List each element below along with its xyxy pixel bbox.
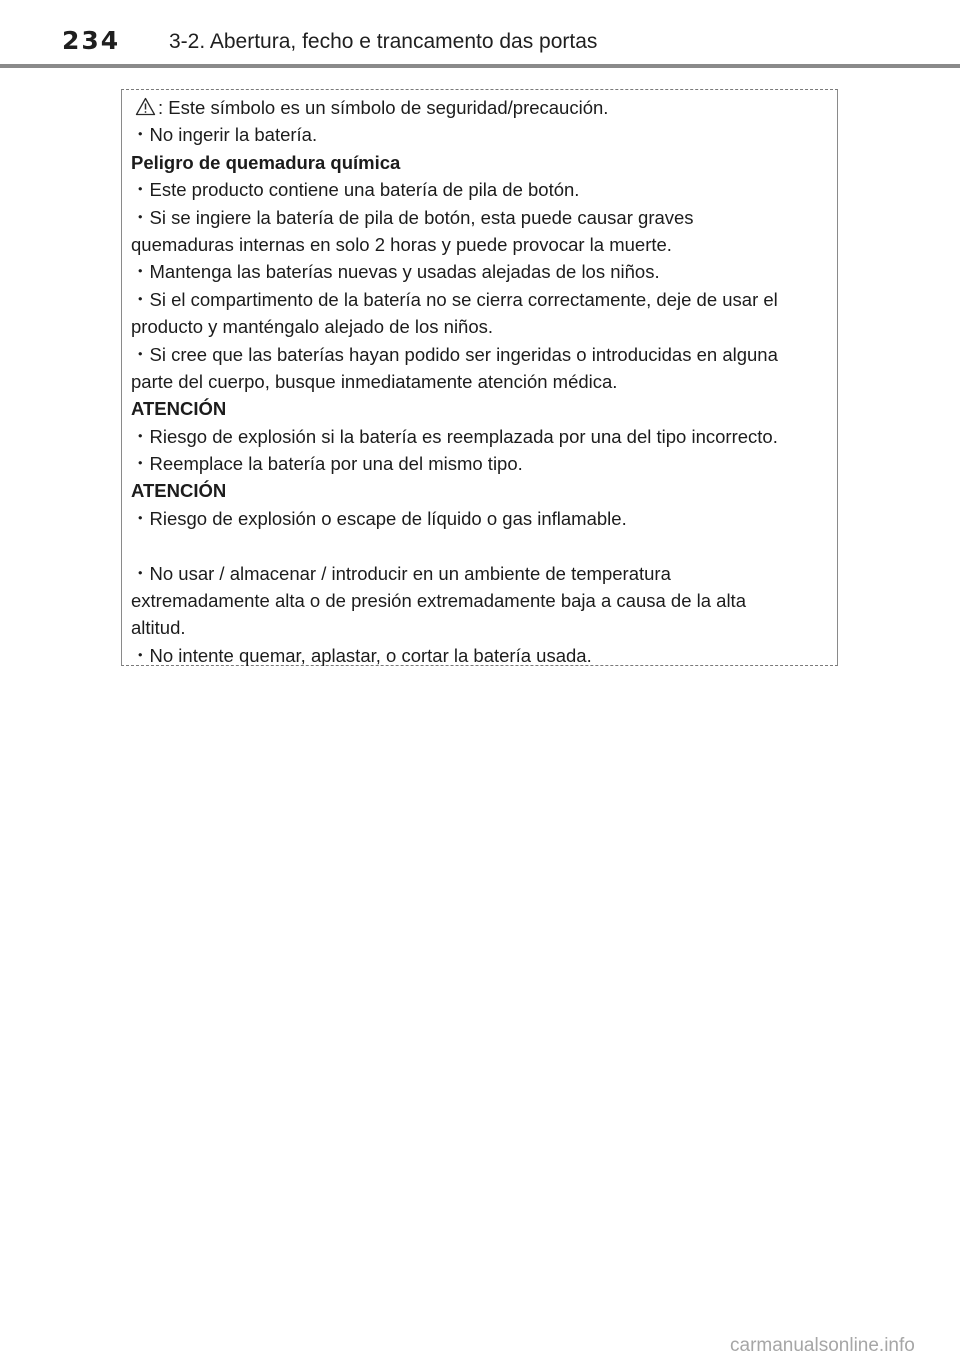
warning-line-text: : Este símbolo es un símbolo de seguridad/precaución. [158, 97, 609, 118]
warning-line-text: Peligro de quemadura química [131, 151, 401, 173]
warning-line-text: quemaduras internas en solo 2 horas y puede provocar la muerte. [131, 233, 672, 255]
header-divider [0, 64, 960, 68]
warning-line [131, 450, 831, 477]
warning-line [131, 121, 831, 148]
watermark: carmanualsonline.info [730, 1335, 915, 1356]
warning-line-text: altitud. [131, 617, 186, 639]
warning-line [131, 176, 831, 203]
warning-triangle-icon [135, 97, 156, 116]
warning-line [131, 258, 831, 285]
warning-line [131, 313, 831, 340]
warning-text-block [131, 94, 831, 669]
warning-line-text: ・Mantenga las baterías nuevas y usadas alejadas de los niños. [131, 261, 660, 283]
warning-line-text: ATENCIÓN [131, 398, 227, 420]
warning-line [131, 231, 831, 258]
warning-line-text: ・Riesgo de explosión o escape de líquido o gas inflamable. [131, 507, 627, 529]
warning-line-text: ・Reemplace la batería por una del mismo tipo. [131, 453, 523, 475]
warning-line-text: ・Si cree que las baterías hayan podido ser ingeridas o introducidas en alguna [131, 343, 778, 365]
warning-line-text: ・No intente quemar, aplastar, o cortar la batería usada. [131, 644, 592, 666]
warning-line [131, 614, 831, 641]
warning-heading [131, 477, 831, 504]
warning-line [131, 204, 831, 231]
warning-line-text: ・Este producto contiene una batería de pila de botón. [131, 179, 580, 201]
warning-line-text: extremadamente alta o de presión extremadamente baja a causa de la alta [131, 590, 746, 612]
warning-line [131, 560, 831, 587]
warning-line [131, 94, 831, 121]
page-header [0, 0, 960, 64]
warning-heading [131, 395, 831, 422]
page-number: 234 [62, 26, 121, 55]
warning-line [131, 341, 831, 368]
warning-line-text: ・No usar / almacenar / introducir en un ambiente de temperatura [131, 562, 671, 584]
warning-line-text: ・Si se ingiere la batería de pila de botón, esta puede causar graves [131, 206, 694, 228]
warning-line-text: ・No ingerir la batería. [131, 124, 318, 146]
warning-heading [131, 149, 831, 176]
battery-warning-box [121, 89, 838, 666]
warning-line-text: producto y manténgalo alejado de los niños. [131, 316, 494, 338]
warning-line-text: ・Riesgo de explosión si la batería es reemplazada por una del tipo incorrecto. [131, 425, 778, 447]
warning-line [131, 642, 831, 669]
warning-line [131, 505, 831, 532]
warning-line-text: ・Si el compartimento de la batería no se cierra correctamente, deje de usar el [131, 288, 778, 310]
warning-line [131, 587, 831, 614]
warning-line [131, 532, 831, 559]
warning-line [131, 368, 831, 395]
warning-line-text: ATENCIÓN [131, 480, 227, 502]
warning-line [131, 286, 831, 313]
warning-line-text: parte del cuerpo, busque inmediatamente atención médica. [131, 370, 618, 392]
warning-line [131, 423, 831, 450]
section-title: 3-2. Abertura, fecho e trancamento das portas [169, 30, 598, 53]
